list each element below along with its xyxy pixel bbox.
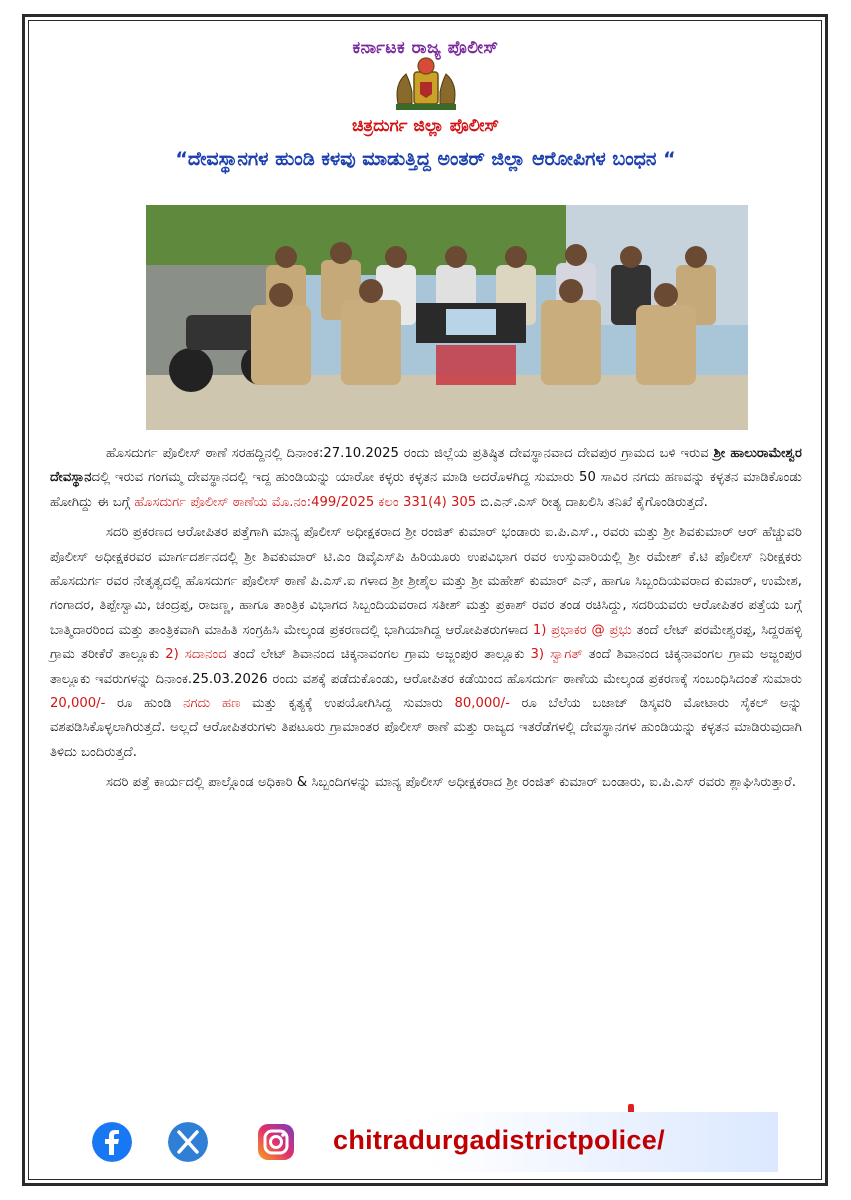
social-handle[interactable]: chitradurgadistrictpolice/ [333, 1125, 665, 1155]
temple-name: ಶ್ರೀ ಹಾಲುರಾಮೇಶ್ವರ ದೇವಸ್ಥಾನ [50, 446, 802, 486]
paragraph-3-text: ಸದರಿ ಪತ್ತೆ ಕಾರ್ಯದಲ್ಲಿ ಪಾಲ್ಗೊಂಡ ಅಧಿಕಾರಿ & ಸಿಬ್ಬಂದಿಗಳನ್ನು ಮಾನ್ಯ ಪೊಲೀಸ್ ಅಧೀಕ್ಷಕರಾದ ಶ್ರೀ ರಂಜಿತ್ ಕುಮಾರ್ ಬಂಡಾರು, ಐ.ಪಿ.ಎಸ್ ರವರು ಶ್ಲಾಘಿಸಿರುತ್ತಾರೆ. [106, 775, 796, 791]
karnataka-emblem-icon [384, 54, 468, 114]
facebook-icon[interactable] [92, 1122, 132, 1162]
paragraph-2-text-b: ತಂದೆ ಲೇಟ್ ಪರಮೇಶ್ವರಪ್ಪ, ಸಿದ್ದರಹಳ್ಳಿ ಗ್ರಾಮ ತರೀಕೆರೆ ತಾಲ್ಲೂಕು [50, 622, 802, 663]
amount-vehicle: 80,000/- [454, 696, 510, 712]
paragraph-2-text-f: ಮತ್ತು ಕೃತ್ಯಕ್ಕೆ ಉಪಯೋಗಿಸಿದ್ದ ಸುಮಾರು [240, 696, 455, 712]
instagram-icon[interactable] [256, 1122, 296, 1162]
paragraph-2 [50, 521, 802, 765]
accused-2: 2) ಸದಾನಂದ [165, 647, 227, 663]
org-title: ಕರ್ನಾಟಕ ರಾಜ್ಯ ಪೊಲೀಸ್ [352, 38, 499, 58]
paragraph-2-text-g: ರೂ ಬೆಲೆಯ ಬಜಾಜ್ ಡಿಸ್ಕವರಿ ಮೋಟಾರು ಸೈಕಲ್ ಅನ್ನು ವಶಪಡಿಸಿಕೊಳ್ಳಲಾಗಿರುತ್ತದೆ. ಅಲ್ಲದೆ ಆರೋಪಿತರುಗಳು ತಿಪಟೂರು ಗ್ರಾಮಾಂತರ ಪೊಲೀಸ್ ಠಾಣೆ ಮತ್ತು ರಾಜ್ಯದ ಇತರೆಡೆಗಳಲ್ಲಿ ದೇವಸ್ಥಾನಗಳ ಹುಂಡಿಯನ್ನು ಕಳ್ಳತನ ಮಾಡಿರುವುದಾಗಿ ತಿಳಿದು ಬಂದಿರುತ್ತದೆ. [50, 696, 802, 760]
paragraph-2-text-c: ತಂದೆ ಲೇಟ್ ಶಿವಾನಂದ ಚಿಕ್ಕನಾವಂಗಲ ಗ್ರಾಮ ಅಜ್ಜಂಪುರ ತಾಲ್ಲೂಕು [226, 647, 531, 663]
accused-1: 1) ಪ್ರಭಾಕರ @ ಪ್ರಭು [532, 622, 632, 638]
press-release-body [50, 442, 802, 802]
district-title: ಚಿತ್ರದುರ್ಗ ಜಿಲ್ಲಾ ಪೊಲೀಸ್ [351, 116, 500, 136]
headline: “ದೇವಸ್ಥಾನಗಳ ಹುಂಡಿ ಕಳವು ಮಾಡುತ್ತಿದ್ದ ಅಂತರ್ ಜಿಲ್ಲಾ ಆರೋಪಿಗಳ ಬಂಧನ “ [175, 148, 676, 170]
paragraph-1-text-b: ದಲ್ಲಿ ಇರುವ ಗಂಗಮ್ಮ ದೇವಸ್ಥಾನದಲ್ಲಿ ಇದ್ದ ಹುಂಡಿಯನ್ನು ಯಾರೋ ಕಳ್ಳರು ಕಳ್ಳತನ ಮಾಡಿ ಅದರೊಳಗಿದ್ದ ಸುಮಾರು 50 ಸಾವಿರ ನಗದು ಹಣವನ್ನು ಕಳ್ಳತನ ಮಾಡಿಕೊಂಡು ಹೋಗಿದ್ದು ಈ ಬಗ್ಗೆ [50, 470, 802, 510]
paragraph-2-text-d: ತಂದೆ ಶಿವಾನಂದ ಚಿಕ್ಕನಾವಂಗಲ ಗ್ರಾಮ ಅಜ್ಜಂಪುರ ತಾಲ್ಲೂಕು ಇವರುಗಳನ್ನು ದಿನಾಂಕ.25.03.2026 ರಂದು ವಶಕ್ಕೆ ಪಡೆದುಕೊಂಡು, ಆರೋಪಿತರ ಕಡೆಯಿಂದ ಹೊಸದುರ್ಗ ಠಾಣೆಯ ಮೇಲ್ಕಂಡ ಪ್ರಕರಣಕ್ಕೆ ಸಂಬಂಧಿಸಿದಂತೆ ಸುಮಾರು [50, 647, 802, 687]
accused-3: 3) ಸ್ವಾಗತ್ [530, 647, 583, 663]
paragraph-1-text-a: ಹೊಸದುರ್ಗ ಪೊಲೀಸ್ ಠಾಣೆ ಸರಹದ್ದಿನಲ್ಲಿ ದಿನಾಂಕ:27.10.2025 ರಂದು ಜಿಲ್ಲೆಯ ಪ್ರತಿಷ್ಠಿತ ದೇವಸ್ಥಾನವಾದ ದೇವಪುರ ಗ್ರಾಮದ ಬಳಿ ಇರುವ [106, 446, 714, 461]
paragraph-1 [50, 442, 802, 515]
x-icon[interactable] [168, 1122, 208, 1162]
paragraph-2-text-e: ರೂ ಹುಂಡಿ [105, 696, 184, 712]
paragraph-2-text-a: ಸದರಿ ಪ್ರಕರಣದ ಆರೋಪಿತರ ಪತ್ತೆಗಾಗಿ ಮಾನ್ಯ ಪೊಲೀಸ್ ಅಧೀಕ್ಷಕರಾದ ಶ್ರೀ ರಂಜಿತ್ ಕುಮಾರ್ ಭಂಡಾರು ಐ.ಪಿ.ಎಸ್., ರವರು ಮತ್ತು ಶ್ರೀ ಶಿವಕುಮಾರ್ ಆರ್ ಹೆಚ್ಚುವರಿ ಪೊಲೀಸ್ ಅಧೀಕ್ಷಕರವರ ಮಾರ್ಗದರ್ಶನದಲ್ಲಿ ಶ್ರೀ ಶಿವಕುಮಾರ್ ಟಿ.ಎಂ ಡಿವೈಎಸ್‌ಪಿ ಹಿರಿಯೂರು ಉಪವಿಭಾಗ ರವರ ಉಸ್ತುವಾರಿಯಲ್ಲಿ ಶ್ರೀ ರಮೇಶ್ ಕೆ.ಟಿ ಪೊಲೀಸ್ ನಿರೀಕ್ಷಕರು ಹೊಸದುರ್ಗ ರವರ ನೇತೃತ್ವದಲ್ಲಿ ಹೊಸದುರ್ಗ ಪೊಲೀಸ್ ಠಾಣೆ ಪಿ.ಎಸ್.ಐ ಗಳಾದ ಶ್ರೀ ಶ್ರೀಶೈಲ ಮತ್ತು ಶ್ರೀ ಮಹೇಶ್ ಕುಮಾರ್ ಎನ್, ಹಾಗೂ ಸಿಬ್ಬಂದಿಯವರಾದ ಕುಮಾರ್, ಉಮೇಶ, ಗಂಗಾದರ, ತಿಪ್ಪೇಸ್ವಾಮಿ, ಚಂದ್ರಪ್ಪ, ರಾಜಣ್ಣ, ಹಾಗೂ ತಾಂತ್ರಿಕ ವಿಭಾಗದ ಸಿಬ್ಬಂದಿಯವರಾದ ಸತೀಶ್ ಮತ್ತು ಪ್ರಕಾಶ್ ರವರ ತಂಡ ರಚಿಸಿದ್ದು, ಸದರಿಯವರು ಆರೋಪಿತರ ಪತ್ತೆಯ ಬಗ್ಗೆ ಬಾತ್ಮಿದಾರರಿಂದ ಮತ್ತು ತಾಂತ್ರಿಕವಾಗಿ ಮಾಹಿತಿ ಸಂಗ್ರಹಿಸಿ ಮೇಲ್ಕಂಡ ಪ್ರಕರಣದಲ್ಲಿ ಭಾಗಿಯಾಗಿದ್ದ ಆರೋಪಿತರುಗಳಾದ [50, 525, 802, 638]
paragraph-1-text-c: ಬಿ.ಎನ್.ಎಸ್ ರೀತ್ಯ ದಾಖಲಿಸಿ ತನಿಖೆ ಕೈಗೊಂಡಿರುತ್ತದೆ. [476, 494, 708, 510]
amount-cash: 20,000/- [50, 696, 106, 712]
group-photo [146, 205, 748, 430]
paragraph-3 [50, 771, 802, 795]
case-reference: ಹೊಸದುರ್ಗ ಪೊಲೀಸ್ ಠಾಣೆಯ ಮೊ.ನಂ:499/2025 ಕಲಂ 331(4) 305 [134, 494, 477, 510]
cash-label: ನಗದು ಹಣ [183, 696, 241, 712]
